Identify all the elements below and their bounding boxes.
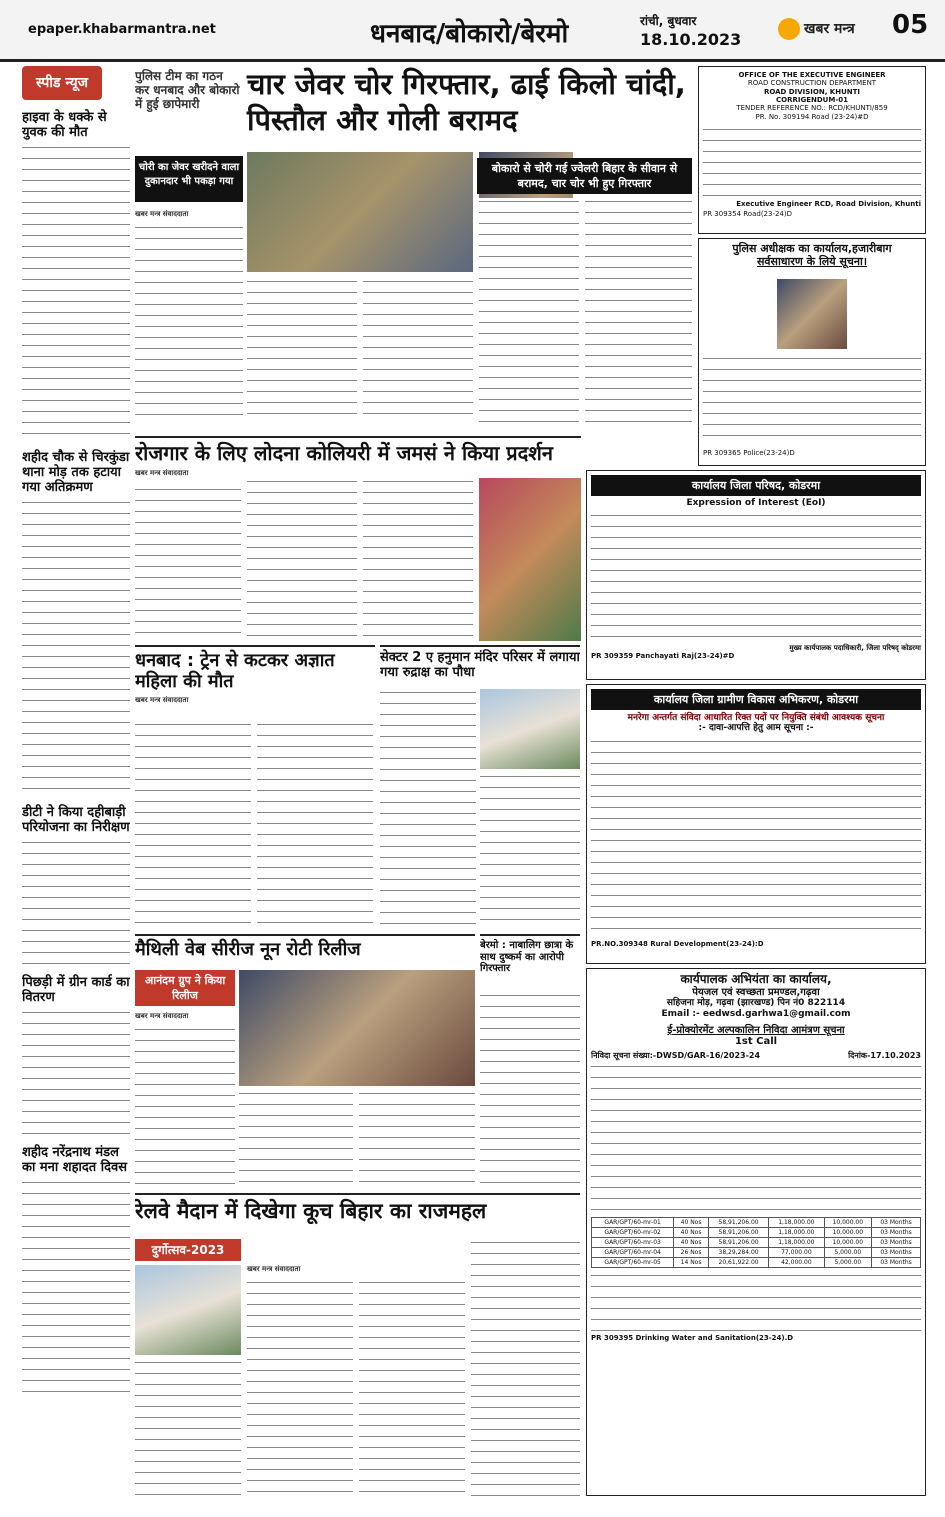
sidebar: [22, 66, 130, 1496]
police-title: पुलिस अधीक्षक का कार्यालय,हजारीबाग: [732, 242, 892, 255]
story-durga: [135, 1193, 580, 1496]
rural-title: कार्यालय जिला ग्रामीण विकास अभिकरण, कोडरमा: [591, 689, 921, 710]
site-url[interactable]: epaper.khabarmantra.net: [28, 22, 216, 37]
story-headline: बेरमो : नाबालिग छात्रा के साथ दुष्कर्म का आरोपी गिरफ्तार: [480, 940, 574, 974]
zila-title: कार्यालय जिला परिषद, कोडरमा: [591, 475, 921, 496]
police-body: [703, 355, 921, 445]
story-body: [471, 1239, 580, 1496]
garhwa-call: 1st Call: [734, 1036, 778, 1048]
table-cell-amt: 58,91,206.00: [708, 1237, 768, 1247]
story-headline: सेक्टर 2 ए हनुमान मंदिर परिसर में लगाया गया रुद्राक्ष का पौधा: [380, 650, 580, 680]
sidebar-item-body: [22, 839, 130, 969]
sidebar-item-title: शहीद चौक से चिरकुंडा थाना मोड़ तक हटाया गया अतिक्रमण: [22, 450, 130, 495]
zila-sub: Expression of Interest (EoI): [686, 498, 826, 508]
police-photo: [777, 279, 847, 349]
zila-body: [591, 512, 921, 642]
story-body: [359, 1090, 475, 1189]
garhwa-date: दिनांक-17.10.2023: [848, 1050, 921, 1060]
table-cell-qty: 40 Nos: [674, 1237, 709, 1247]
table-cell-fee: 10,000.00: [824, 1217, 872, 1227]
story-body: [247, 478, 357, 641]
tender-division: ROAD DIVISION, KHUNTI: [763, 88, 860, 97]
zila-footer: PR 309359 Panchayati Raj(23-24)#D: [591, 652, 735, 661]
story-photo: [480, 689, 580, 769]
story-body: [247, 1279, 353, 1496]
story-bermo: [480, 934, 580, 1189]
story-body: [135, 721, 251, 930]
tender-corrigendum: CORRIGENDUM-01: [776, 96, 848, 105]
story-body: [480, 773, 580, 929]
table-cell-code: GAR/GPT/60-mr-04: [592, 1247, 674, 1257]
garhwa-table: [591, 1217, 921, 1268]
story-headline: धनबाद : ट्रेन से कटकर अज्ञात महिला की मौत: [135, 650, 335, 692]
table-row: [592, 1247, 921, 1257]
story-photo: [479, 478, 581, 641]
garhwa-tender: [586, 968, 926, 1496]
table-cell-time: 03 Months: [872, 1217, 921, 1227]
tender-body: [703, 126, 921, 196]
table-row: [592, 1257, 921, 1267]
table-cell-time: 03 Months: [872, 1247, 921, 1257]
table-cell-time: 03 Months: [872, 1237, 921, 1247]
brand-logo-icon: [778, 18, 800, 40]
lead-story: [135, 64, 692, 429]
story-body: [380, 689, 476, 929]
table-row: [592, 1237, 921, 1247]
story-lodna: [135, 436, 581, 641]
story-body: [239, 1090, 353, 1189]
garhwa-info: [591, 1063, 921, 1213]
tender-office: OFFICE OF THE EXECUTIVE ENGINEER: [738, 71, 886, 79]
lead-body: [479, 198, 579, 424]
sidebar-item-body: [22, 1009, 130, 1139]
tender-dept: ROAD CONSTRUCTION DEPARTMENT: [747, 79, 877, 88]
story-body: [257, 721, 373, 930]
lead-headline: चार जेवर चोर गिरफ्तार, ढाई किलो चांदी, पिस्तौल और गोली बरामद: [247, 67, 686, 137]
sidebar-item-title: डीटी ने किया दहीबाड़ी परियोजना का निरीक्षण: [22, 805, 130, 835]
table-cell-fee: 5,000.00: [824, 1247, 872, 1257]
sidebar-item-title: हाइवा के धक्के से युवक की मौत: [22, 110, 107, 140]
rural-footer: PR.NO.309348 Rural Development(23-24):D: [591, 939, 764, 948]
story-headline: मैथिली वेब सीरीज नून रोटी रिलीज: [135, 939, 361, 960]
table-cell-amt: 20,61,922.00: [708, 1257, 768, 1267]
lead-body: [247, 278, 357, 424]
tender-ref: TENDER REFERENCE NO.: RCD/KHUNTI/859: [736, 104, 888, 113]
table-row: [592, 1217, 921, 1227]
sidebar-item-title: शहीद नरेंद्रनाथ मंडल का मना शहादत दिवस: [22, 1145, 127, 1175]
table-cell-emd: 1,18,000.00: [769, 1217, 824, 1227]
rural-sub2: :- दावा-आपत्ति हेतु आम सूचना :-: [698, 723, 814, 734]
story-byline: खबर मन्त्र संवाददाता: [135, 696, 189, 705]
police-footer: PR 309365 Police(23-24)D: [703, 449, 795, 457]
table-cell-fee: 5,000.00: [824, 1257, 872, 1267]
table-cell-qty: 40 Nos: [674, 1227, 709, 1237]
story-body: [359, 1279, 465, 1496]
table-cell-code: GAR/GPT/60-mr-05: [592, 1257, 674, 1267]
table-cell-emd: 77,000.00: [769, 1247, 824, 1257]
story-byline: खबर मन्त्र संवाददाता: [135, 469, 189, 477]
story-byline: खबर मन्त्र संवाददाता: [247, 1265, 301, 1273]
sidebar-item-body: [22, 499, 130, 799]
story-headline: रेलवे मैदान में दिखेगा कूच बिहार का राजमहल: [135, 1199, 487, 1223]
police-notice: [698, 238, 926, 466]
table-cell-qty: 40 Nos: [674, 1217, 709, 1227]
garhwa-l2: पेयजल एवं स्वच्छता प्रमण्डल,गढ़वा: [692, 986, 820, 998]
table-cell-qty: 26 Nos: [674, 1247, 709, 1257]
zila-sign: मुख्य कार्यपालक पदाधिकारी, जिला परिषद् कोडरमा: [789, 644, 921, 653]
police-sub: सर्वसाधारण के लिये सूचना।: [756, 254, 868, 268]
page-number: 05: [892, 10, 929, 40]
garhwa-ref-row: [591, 1050, 921, 1061]
table-cell-code: GAR/GPT/60-mr-02: [592, 1227, 674, 1237]
story-web-series: [135, 934, 475, 1189]
table-cell-time: 03 Months: [872, 1227, 921, 1237]
lead-byline: खबर मन्त्र संवाददाता: [135, 210, 189, 218]
garhwa-ref: निविदा सूचना संख्या:-DWSD/GAR-16/2023-24: [591, 1050, 761, 1060]
garhwa-notes: [591, 1272, 921, 1332]
sidebar-item-body: [22, 144, 130, 444]
story-train: [135, 645, 375, 930]
sidebar-item-title: पिछड़ी में ग्रीन कार्ड का वितरण: [22, 975, 130, 1005]
story-rudraksha: [380, 645, 580, 930]
lead-photo: [247, 152, 473, 272]
table-cell-time: 03 Months: [872, 1257, 921, 1267]
section-title: धनबाद/बोकारो/बेरमो: [370, 19, 569, 49]
story-body: [135, 1026, 235, 1189]
story-body: [135, 486, 241, 641]
garhwa-notice: ई-प्रोक्योरमेंट अल्पकालिन निविदा आमंत्रण सूचना: [667, 1024, 845, 1036]
story-body: [135, 1359, 241, 1496]
sidebar-badge: स्पीड न्यूज: [22, 66, 102, 100]
table-cell-qty: 14 Nos: [674, 1257, 709, 1267]
lead-bullet: चोरी का जेवर खरीदने वाला दुकानदार भी पकड़ा गया: [135, 156, 243, 202]
story-photo: [135, 1265, 241, 1355]
edition-city: रांची, बुधवार: [640, 14, 697, 28]
garhwa-footer: PR 309395 Drinking Water and Sanitation(23-24).D: [591, 1333, 794, 1342]
lead-body: [135, 224, 243, 424]
table-cell-amt: 38,29,284.00: [708, 1247, 768, 1257]
brand-logo: [778, 18, 888, 46]
brand-name: खबर मन्त्र: [804, 21, 855, 37]
tender-sign: Executive Engineer RCD, Road Division, Khunti: [736, 200, 921, 209]
edition-date: 18.10.2023: [640, 30, 742, 49]
table-cell-emd: 1,18,000.00: [769, 1237, 824, 1247]
rural-body: [591, 738, 921, 938]
table-cell-fee: 10,000.00: [824, 1227, 872, 1237]
garhwa-email: Email :- eedwsd.garhwa1@gmail.com: [661, 1008, 851, 1019]
table-cell-fee: 10,000.00: [824, 1237, 872, 1247]
page-header: [0, 0, 945, 62]
tender-notice-rcd: [698, 66, 926, 234]
story-body: [480, 992, 580, 1189]
story-body: [363, 478, 473, 641]
rural-notice: [586, 684, 926, 964]
tender-pr: PR. No. 309194 Road (23-24)#D: [755, 113, 869, 122]
garhwa-l3: सहिजना मोड़, गढ़वा (झारखण्ड) पिन नं0 822114: [666, 998, 846, 1009]
rural-sub: मनरेगा अन्तर्गत संविदा आधारित रिक्त पदों पर नियुक्ति संबंधी आवश्यक सूचना: [627, 713, 885, 723]
lead-body: [585, 198, 692, 424]
zila-parishad-notice: [586, 470, 926, 680]
table-cell-code: GAR/GPT/60-mr-03: [592, 1237, 674, 1247]
story-byline: खबर मन्त्र संवाददाता: [135, 1012, 189, 1020]
garhwa-title: कार्यपालक अभियंता का कार्यालय,: [680, 972, 832, 986]
lead-kicker: पुलिस टीम का गठन कर धनबाद और बोकारो में हुई छापेमारी: [135, 69, 240, 111]
table-cell-amt: 58,91,206.00: [708, 1227, 768, 1237]
story-headline: रोजगार के लिए लोदना कोलियरी में जमसं ने किया प्रदर्शन: [135, 441, 553, 465]
table-cell-code: GAR/GPT/60-mr-01: [592, 1217, 674, 1227]
story-kicker: आनंदम ग्रुप ने किया रिलीज: [135, 970, 235, 1006]
sidebar-item-body: [22, 1179, 130, 1399]
story-kicker: दुर्गोत्सव-2023: [135, 1239, 241, 1261]
table-cell-emd: 42,000.00: [769, 1257, 824, 1267]
table-cell-amt: 58,91,206.00: [708, 1217, 768, 1227]
table-row: [592, 1227, 921, 1237]
tender-footer: PR 309354 Road(23-24)D: [703, 210, 793, 219]
table-cell-emd: 1,18,000.00: [769, 1227, 824, 1237]
lead-body: [363, 278, 473, 424]
story-photo: [239, 970, 475, 1086]
lead-sub-box: बोकारो से चोरी गई ज्वेलरी बिहार के सीवान से बरामद, चार चोर भी हुए गिरफ्तार: [477, 158, 692, 194]
